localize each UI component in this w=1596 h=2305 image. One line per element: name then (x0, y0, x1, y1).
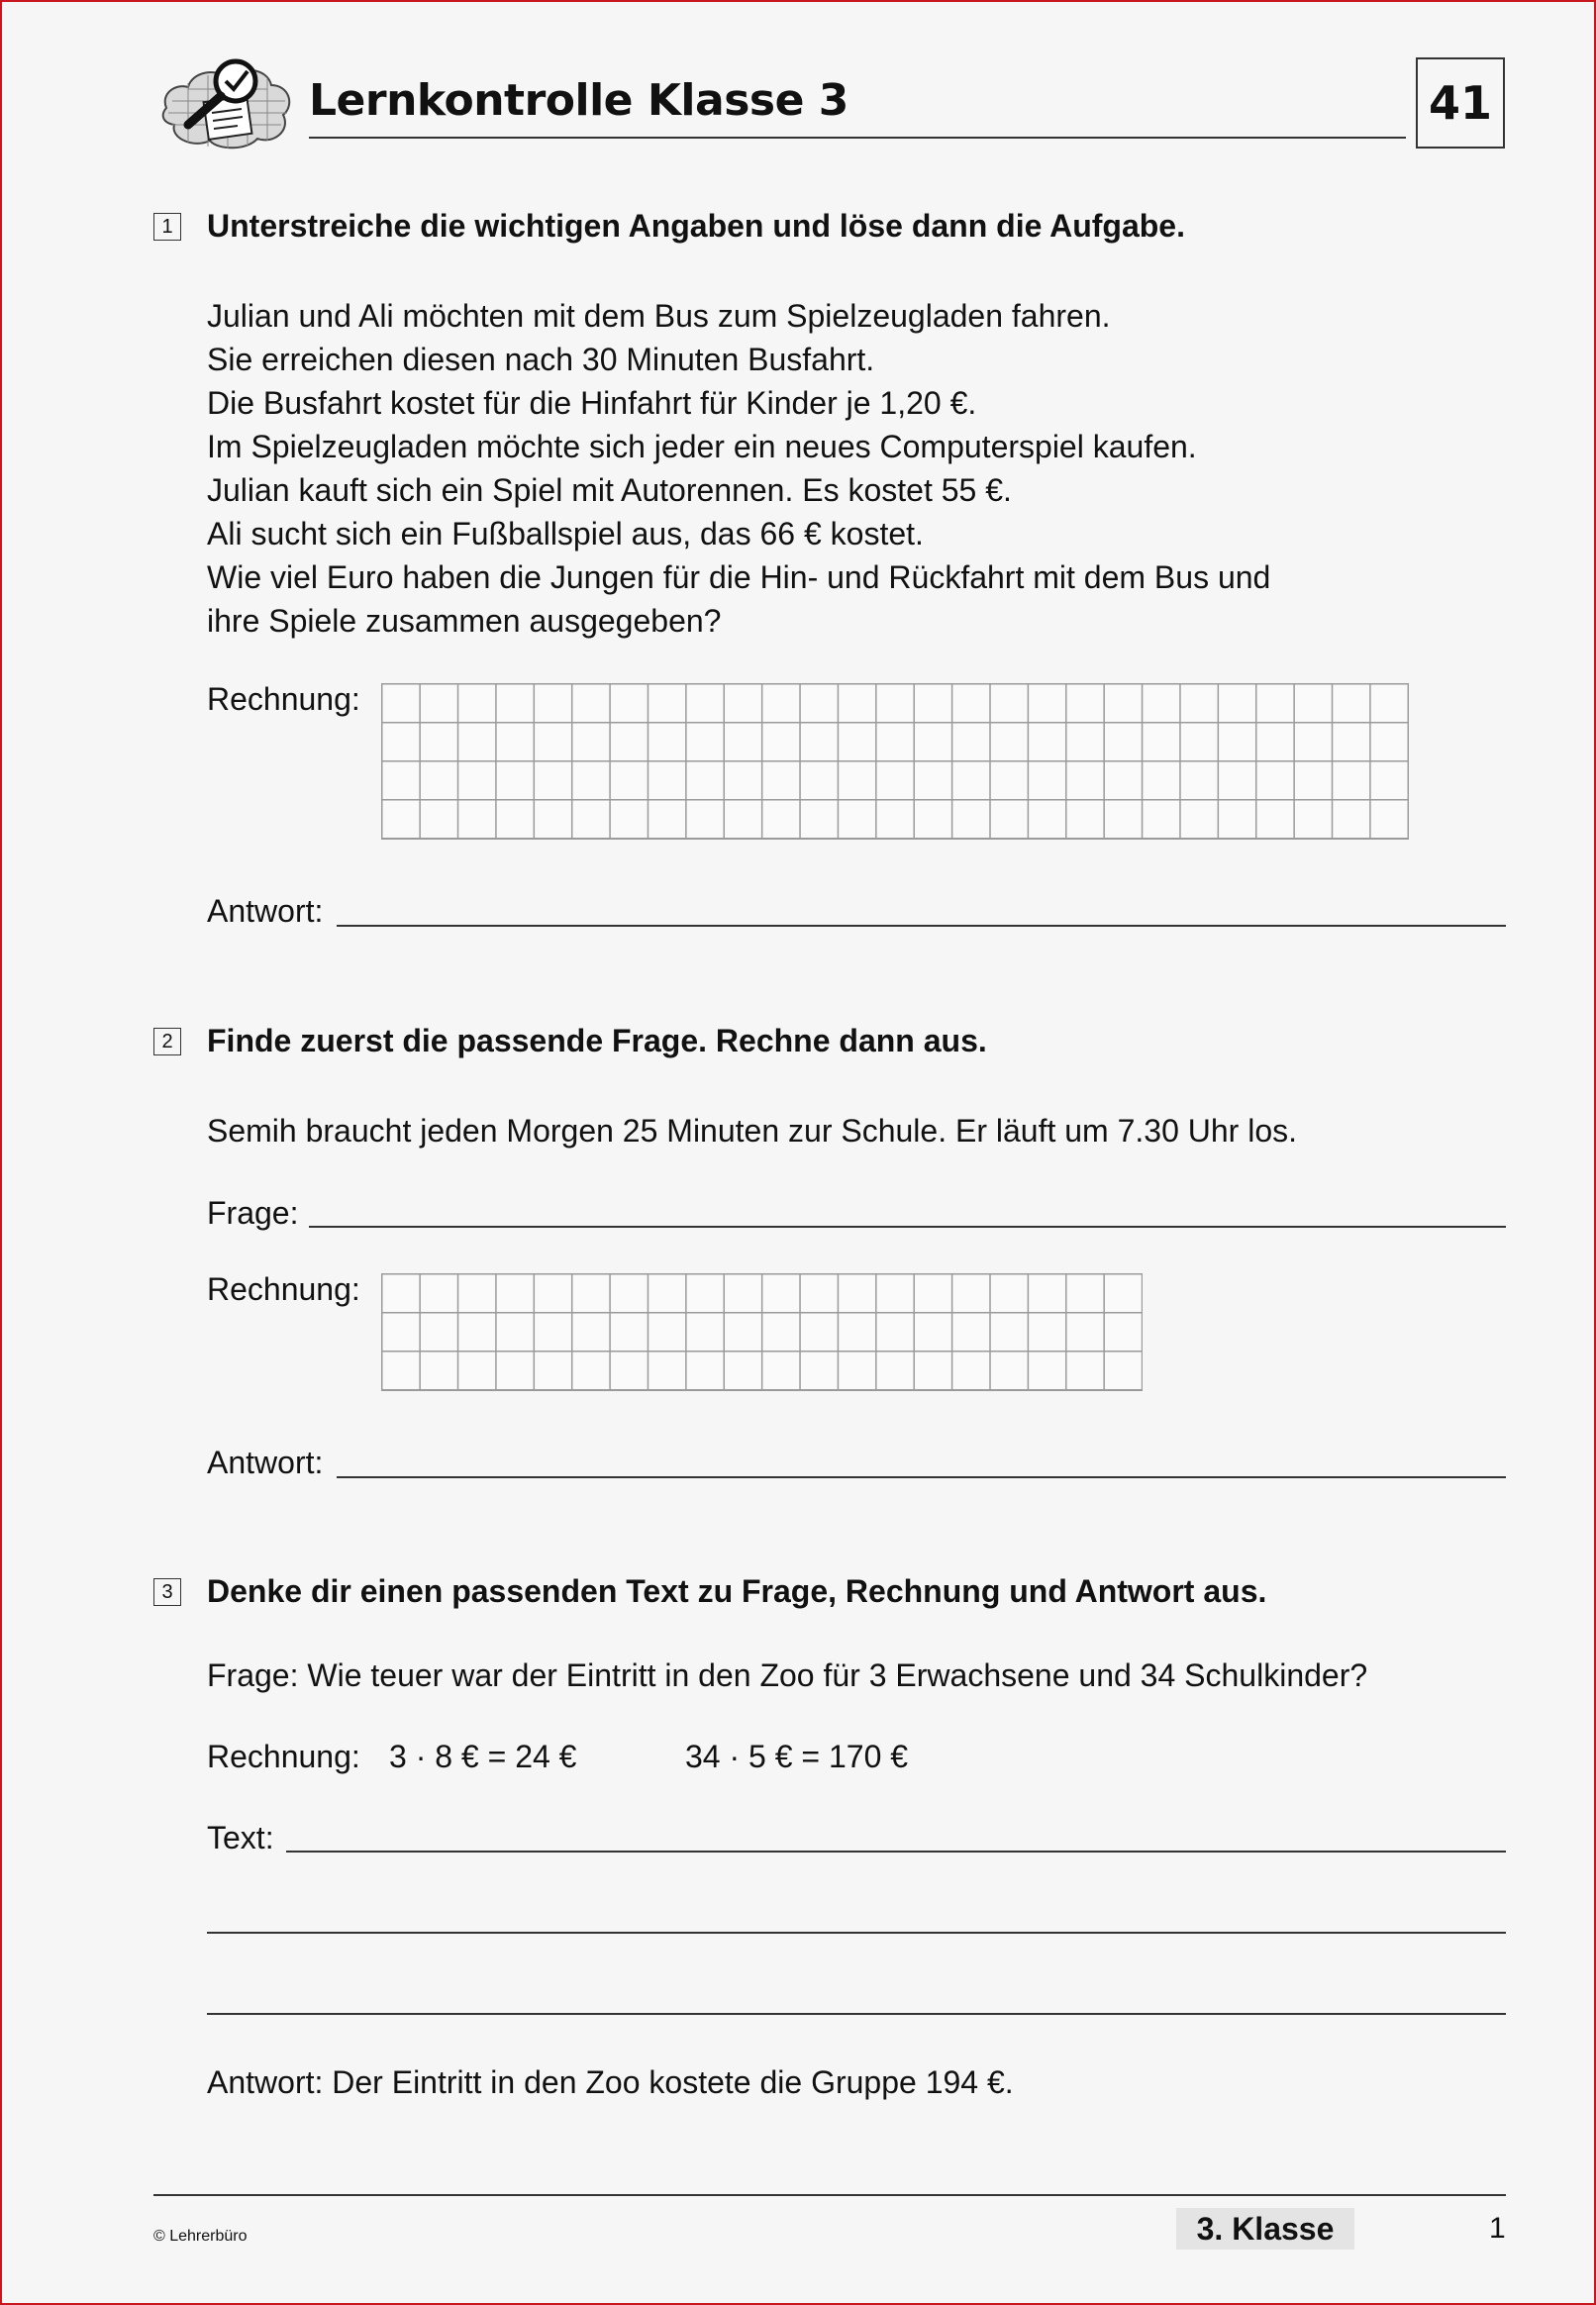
task-1-title: Unterstreiche die wichtigen Angaben und löse dann die Aufgabe. (207, 208, 1185, 244)
footer-rule (153, 2194, 1506, 2196)
footer-page-number: 1 (1489, 2212, 1506, 2245)
task-1-rechnung-label: Rechnung: (207, 681, 360, 717)
task-1-antwort-line[interactable] (337, 925, 1506, 927)
task-1-line: Ali sucht sich ein Fußballspiel aus, das 66 € kostet. (207, 516, 924, 551)
class-badge: 3. Klasse (1176, 2208, 1354, 2250)
page-number-box: 41 (1416, 57, 1505, 149)
task-3-text-line-2[interactable] (207, 1932, 1506, 1934)
task-1-number: 1 (153, 213, 181, 241)
task-2-antwort-line[interactable] (337, 1476, 1506, 1478)
task-3-antwort: Antwort: Der Eintritt in den Zoo kostete die Gruppe 194 €. (207, 2064, 1014, 2100)
task-1-line: Wie viel Euro haben die Jungen für die Hin- und Rückfahrt mit dem Bus und (207, 559, 1271, 595)
task-1-line: Julian und Ali möchten mit dem Bus zum Spielzeugladen fahren. (207, 298, 1111, 334)
task-3-calculation-1: 3 · 8 € = 24 € (389, 1739, 577, 1774)
task-1-line: Julian kauft sich ein Spiel mit Autorennen. Es kostet 55 €. (207, 472, 1012, 508)
task-2-title: Finde zuerst die passende Frage. Rechne dann aus. (207, 1023, 987, 1058)
task-2-number: 2 (153, 1028, 181, 1055)
task-1-line: Die Busfahrt kostet für die Hinfahrt für Kinder je 1,20 €. (207, 385, 977, 421)
task-3-text-line-1[interactable] (286, 1851, 1506, 1853)
copyright: © Lehrerbüro (153, 2228, 248, 2245)
task-3-number: 3 (153, 1578, 181, 1606)
task-3-text-label: Text: (207, 1820, 274, 1855)
task-3-frage: Frage: Wie teuer war der Eintritt in den Zoo für 3 Erwachsene und 34 Schulkinder? (207, 1657, 1368, 1693)
task-1-text (207, 294, 1270, 643)
task-1-calculation-grid[interactable] (381, 683, 1409, 840)
task-2-calculation-grid[interactable] (381, 1273, 1143, 1391)
task-2-frage-label: Frage: (207, 1195, 299, 1231)
task-2-text: Semih braucht jeden Morgen 25 Minuten zur Schule. Er läuft um 7.30 Uhr los. (207, 1113, 1298, 1149)
task-3-calculation-2: 34 · 5 € = 170 € (685, 1739, 909, 1774)
task-2-frage-line[interactable] (309, 1226, 1506, 1228)
page-title: Lernkontrolle Klasse 3 (309, 75, 848, 126)
task-3-text-line-3[interactable] (207, 2013, 1506, 2015)
task-1-line: Im Spielzeugladen möchte sich jeder ein neues Computerspiel kaufen. (207, 429, 1197, 464)
task-1-line: Sie erreichen diesen nach 30 Minuten Busfahrt. (207, 342, 875, 377)
header-rule (309, 137, 1406, 139)
task-3-title: Denke dir einen passenden Text zu Frage, Rechnung und Antwort aus. (207, 1573, 1267, 1609)
task-3-rechnung-label: Rechnung: (207, 1739, 360, 1774)
magnifier-check-icon (158, 53, 297, 152)
task-1-antwort-label: Antwort: (207, 893, 324, 929)
task-2-rechnung-label: Rechnung: (207, 1271, 360, 1307)
task-2-antwort-label: Antwort: (207, 1445, 324, 1480)
task-1-line: ihre Spiele zusammen ausgegeben? (207, 603, 722, 639)
